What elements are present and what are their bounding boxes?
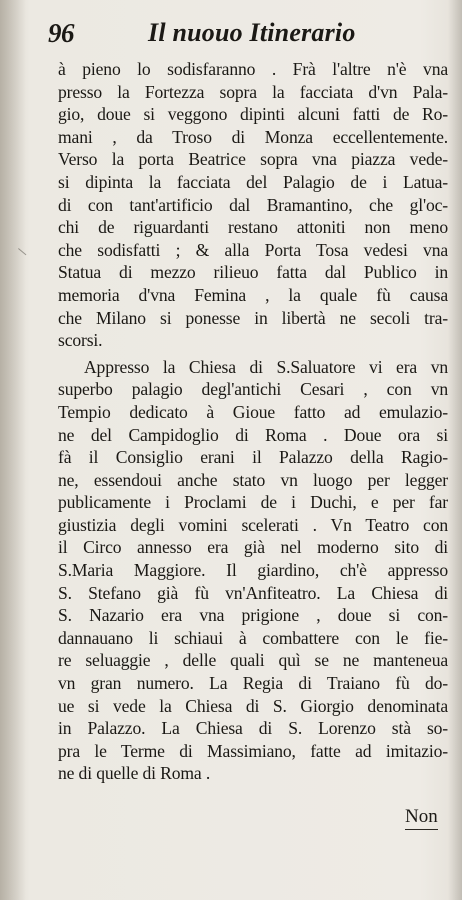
text-line: ne, essendoui anche stato vn luogo per legger bbox=[58, 469, 448, 490]
text-line: che Milano si ponesse in libertà ne secoli tra- bbox=[58, 307, 448, 328]
text-line: vn gran numero. La Regia di Traiano fù do- bbox=[58, 673, 448, 694]
text-line: Tempio dedicato à Gioue fatto ad emulazio- bbox=[58, 401, 448, 422]
text-line: dannauano li schiaui à combattere con le fie- bbox=[58, 627, 448, 648]
text-line: superbo palagio degl'antichi Cesari , con vn bbox=[58, 379, 448, 400]
text-line: S. Nazario era vna prigione , doue si con- bbox=[58, 605, 448, 626]
text-line: in Palazzo. La Chiesa di S. Lorenzo stà so- bbox=[58, 718, 448, 739]
catchword: Non bbox=[405, 806, 438, 830]
text-line: scorsi. bbox=[58, 330, 103, 351]
text-line: S. Stefano già fù vn'Anfiteatro. La Chiesa di bbox=[58, 582, 448, 603]
text-line: publicamente i Proclami de i Duchi, e per far bbox=[58, 492, 448, 513]
gutter-shadow bbox=[0, 0, 26, 900]
text-line: re seluaggie , delle quali quì se ne manteneua bbox=[58, 650, 448, 671]
text-line: presso la Fortezza sopra la facciata d'vn Pala- bbox=[58, 81, 448, 102]
body-text bbox=[58, 58, 448, 785]
text-line: ne del Campidoglio di Roma . Doue ora si bbox=[58, 424, 448, 445]
text-line: à pieno lo sodisfaranno . Frà l'altre n'è vna bbox=[58, 59, 448, 79]
text-line: ne di quelle di Roma . bbox=[58, 763, 211, 784]
text-line: Verso la porta Beatrice sopra vna piazza vede- bbox=[58, 149, 448, 170]
text-line: che sodisfatti ; & alla Porta Tosa vedesi vna bbox=[58, 239, 448, 260]
text-line: gio, doue si veggono dipinti alcuni fatti de Ro- bbox=[58, 104, 448, 125]
text-line: pra le Terme di Massimiano, fatte ad imitazio- bbox=[58, 740, 448, 761]
text-line: giustizia degli vomini scelerati . Vn Teatro con bbox=[58, 514, 448, 535]
text-line: Appresso la Chiesa di S.Saluatore vi era vn bbox=[84, 356, 448, 377]
text-line: S.Maria Maggiore. Il giardino, ch'è appresso bbox=[58, 560, 448, 581]
text-line: il Circo annesso era già nel moderno sito di bbox=[58, 537, 448, 558]
page-edge bbox=[448, 0, 462, 900]
running-head: Il nuouo Itinerario bbox=[148, 18, 356, 47]
page-number: 96 bbox=[48, 18, 74, 48]
text-line: di con tant'artificio dal Bramantino, che gl'oc- bbox=[58, 194, 448, 215]
text-line: chi de riguardanti restano attoniti non meno bbox=[58, 217, 448, 238]
text-line: mani , da Troso di Monza eccellentemente. bbox=[58, 126, 448, 147]
text-line: fà il Consiglio erani il Palazzo della Ragio- bbox=[58, 447, 448, 468]
page-header bbox=[48, 16, 458, 60]
text-line: memoria d'vna Femina , la quale fù causa bbox=[58, 284, 448, 305]
text-line: Statua di mezzo rilieuo fatta dal Publico in bbox=[58, 262, 448, 283]
text-line: ue si vede la Chiesa di S. Giorgio denominata bbox=[58, 695, 448, 716]
text-line: si dipinta la facciata del Palagio de i Latua- bbox=[58, 171, 448, 192]
